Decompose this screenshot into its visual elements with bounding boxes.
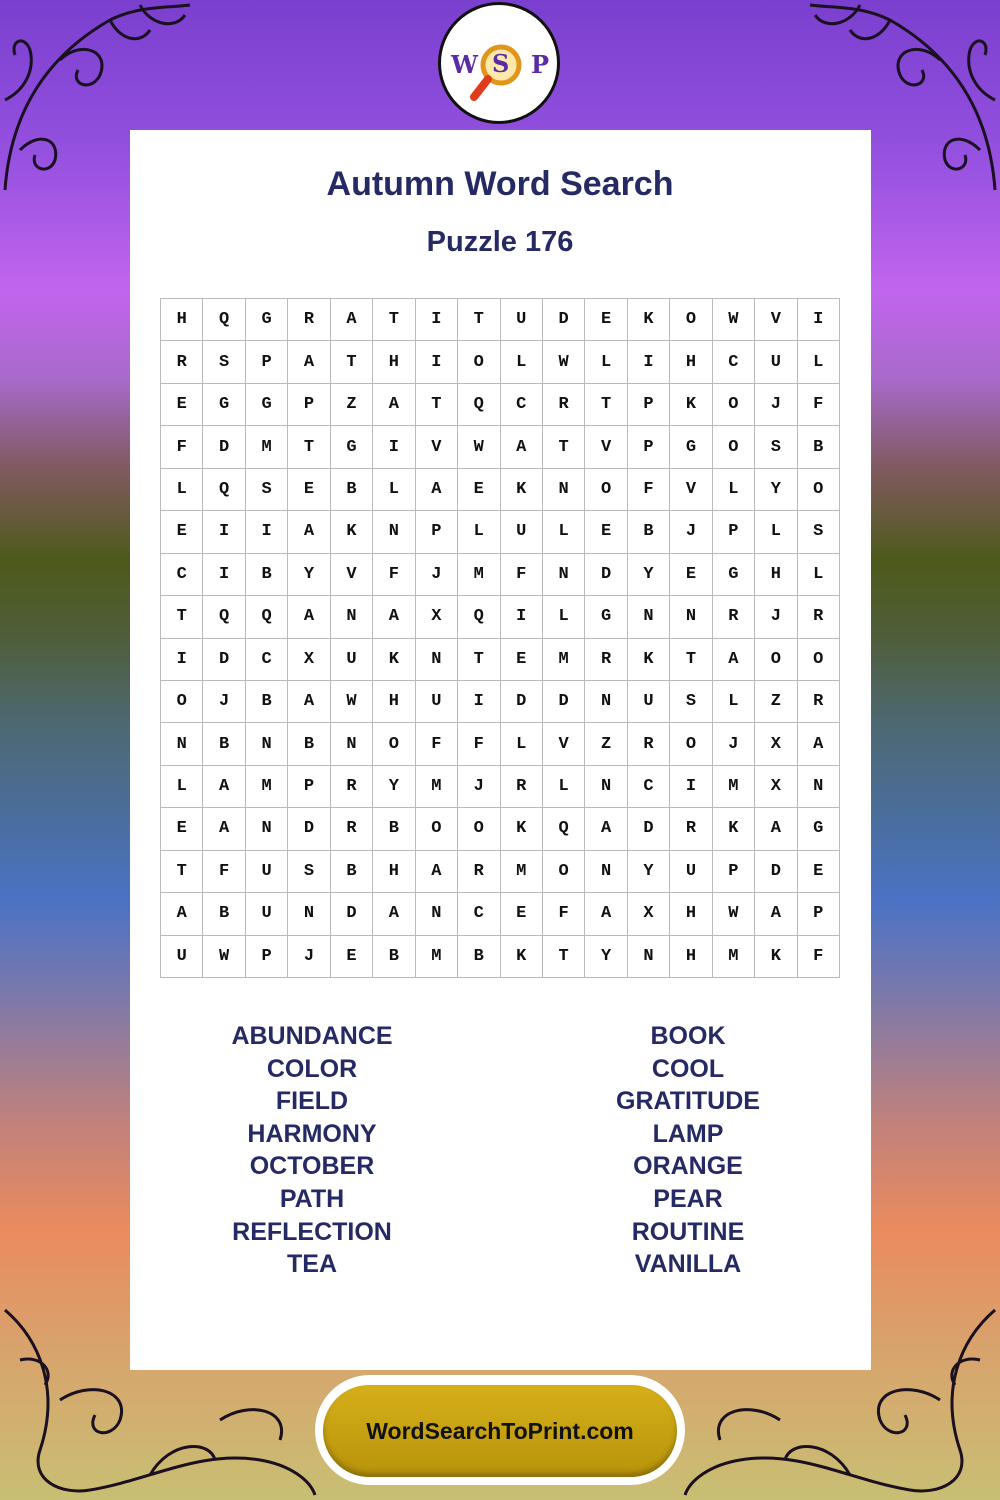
grid-cell: L (543, 766, 585, 808)
grid-cell: W (713, 299, 755, 341)
puzzle-number: Puzzle 176 (426, 226, 574, 258)
grid-cell: T (161, 596, 203, 638)
grid-cell: B (373, 936, 415, 978)
grid-cell: N (246, 723, 288, 765)
grid-cell: T (585, 384, 627, 426)
grid-cell: D (543, 299, 585, 341)
grid-cell: Z (755, 681, 797, 723)
grid-cell: O (543, 851, 585, 893)
grid-cell: U (416, 681, 458, 723)
grid-cell: C (713, 341, 755, 383)
grid-cell: P (288, 384, 330, 426)
grid-cell: I (416, 299, 458, 341)
grid-cell: K (501, 469, 543, 511)
grid-cell: P (288, 766, 330, 808)
grid-cell: X (288, 639, 330, 681)
grid-cell: R (331, 766, 373, 808)
grid-cell: Y (628, 554, 670, 596)
grid-cell: T (458, 639, 500, 681)
grid-cell: O (458, 341, 500, 383)
grid-cell: F (416, 723, 458, 765)
grid-cell: P (713, 851, 755, 893)
word-item: TEA (287, 1250, 337, 1279)
grid-cell: C (161, 554, 203, 596)
grid-cell: E (501, 893, 543, 935)
grid-cell: E (161, 808, 203, 850)
grid-cell: F (501, 554, 543, 596)
grid-cell: N (416, 893, 458, 935)
word-item: LAMP (652, 1119, 724, 1148)
grid-cell: A (416, 851, 458, 893)
grid-cell: H (755, 554, 797, 596)
grid-cell: H (670, 893, 712, 935)
grid-cell: M (458, 554, 500, 596)
grid-cell: T (543, 426, 585, 468)
grid-cell: S (288, 851, 330, 893)
grid-cell: K (501, 808, 543, 850)
grid-cell: F (543, 893, 585, 935)
grid-cell: B (246, 554, 288, 596)
grid-cell: T (288, 426, 330, 468)
grid-cell: P (713, 511, 755, 553)
letter-grid (160, 298, 840, 978)
grid-cell: A (755, 893, 797, 935)
word-item: ABUNDANCE (231, 1022, 393, 1050)
grid-cell: U (246, 851, 288, 893)
grid-cell: Q (246, 596, 288, 638)
grid-cell: B (373, 808, 415, 850)
grid-cell: J (288, 936, 330, 978)
grid-cell: I (458, 681, 500, 723)
grid-cell: O (416, 808, 458, 850)
grid-cell: R (670, 808, 712, 850)
grid-cell: R (331, 808, 373, 850)
grid-cell: S (203, 341, 245, 383)
grid-cell: A (585, 893, 627, 935)
grid-cell: N (543, 554, 585, 596)
grid-cell: Q (203, 596, 245, 638)
grid-cell: X (416, 596, 458, 638)
grid-cell: N (585, 766, 627, 808)
grid-cell: O (373, 723, 415, 765)
grid-cell: Y (373, 766, 415, 808)
grid-cell: C (246, 639, 288, 681)
grid-cell: R (585, 639, 627, 681)
grid-cell: J (713, 723, 755, 765)
grid-cell: E (585, 511, 627, 553)
grid-cell: I (798, 299, 840, 341)
grid-cell: T (373, 299, 415, 341)
grid-cell: K (628, 299, 670, 341)
grid-cell: J (203, 681, 245, 723)
grid-cell: L (543, 596, 585, 638)
grid-cell: A (288, 511, 330, 553)
word-item: GRATITUDE (616, 1087, 760, 1116)
grid-cell: D (543, 681, 585, 723)
grid-cell: U (161, 936, 203, 978)
grid-cell: M (543, 639, 585, 681)
grid-cell: H (373, 341, 415, 383)
grid-cell: C (501, 384, 543, 426)
grid-cell: A (585, 808, 627, 850)
grid-cell: F (798, 936, 840, 978)
grid-cell: E (288, 469, 330, 511)
grid-cell: G (246, 384, 288, 426)
grid-cell: O (458, 808, 500, 850)
grid-cell: Z (585, 723, 627, 765)
grid-cell: A (416, 469, 458, 511)
grid-cell: Y (628, 851, 670, 893)
grid-cell: L (798, 554, 840, 596)
grid-cell: R (161, 341, 203, 383)
grid-cell: H (373, 681, 415, 723)
word-list-left (162, 1020, 462, 1281)
grid-cell: V (543, 723, 585, 765)
grid-cell: R (628, 723, 670, 765)
grid-cell: N (628, 936, 670, 978)
grid-cell: M (416, 766, 458, 808)
grid-cell: U (755, 341, 797, 383)
grid-cell: B (203, 893, 245, 935)
grid-cell: A (288, 341, 330, 383)
grid-cell: M (416, 936, 458, 978)
grid-cell: R (288, 299, 330, 341)
grid-cell: B (458, 936, 500, 978)
grid-cell: K (713, 808, 755, 850)
grid-cell: Q (203, 469, 245, 511)
grid-cell: O (670, 299, 712, 341)
grid-cell: C (628, 766, 670, 808)
grid-cell: D (331, 893, 373, 935)
word-item: OCTOBER (249, 1152, 375, 1181)
grid-cell: F (798, 384, 840, 426)
grid-cell: D (501, 681, 543, 723)
grid-cell: G (713, 554, 755, 596)
grid-cell: N (628, 596, 670, 638)
grid-cell: B (331, 469, 373, 511)
grid-cell: E (501, 639, 543, 681)
grid-cell: R (501, 766, 543, 808)
grid-cell: O (713, 426, 755, 468)
grid-cell: X (755, 723, 797, 765)
grid-cell: A (161, 893, 203, 935)
grid-cell: U (501, 299, 543, 341)
grid-cell: B (798, 426, 840, 468)
grid-cell: L (373, 469, 415, 511)
grid-cell: R (543, 384, 585, 426)
grid-cell: U (628, 681, 670, 723)
grid-cell: L (585, 341, 627, 383)
grid-cell: D (288, 808, 330, 850)
grid-cell: W (458, 426, 500, 468)
grid-cell: F (628, 469, 670, 511)
word-item: ORANGE (633, 1152, 743, 1181)
grid-cell: B (203, 723, 245, 765)
grid-cell: I (670, 766, 712, 808)
grid-cell: I (203, 511, 245, 553)
grid-cell: P (246, 341, 288, 383)
grid-cell: G (203, 384, 245, 426)
grid-cell: I (246, 511, 288, 553)
grid-cell: N (288, 893, 330, 935)
word-item: VANILLA (634, 1250, 742, 1279)
grid-cell: O (755, 639, 797, 681)
grid-cell: B (246, 681, 288, 723)
word-item: ROUTINE (631, 1217, 745, 1246)
grid-cell: L (501, 341, 543, 383)
grid-cell: I (628, 341, 670, 383)
grid-cell: I (416, 341, 458, 383)
grid-cell: W (543, 341, 585, 383)
grid-cell: N (543, 469, 585, 511)
grid-cell: X (628, 893, 670, 935)
word-item: BOOK (650, 1022, 726, 1050)
grid-cell: N (416, 639, 458, 681)
grid-cell: Y (755, 469, 797, 511)
grid-cell: I (501, 596, 543, 638)
grid-cell: L (798, 341, 840, 383)
grid-cell: A (713, 639, 755, 681)
grid-cell: I (373, 426, 415, 468)
grid-cell: H (670, 936, 712, 978)
grid-cell: P (628, 384, 670, 426)
grid-cell: J (416, 554, 458, 596)
grid-cell: P (246, 936, 288, 978)
grid-cell: P (416, 511, 458, 553)
grid-cell: K (755, 936, 797, 978)
grid-cell: A (331, 299, 373, 341)
grid-cell: A (373, 384, 415, 426)
grid-cell: E (161, 511, 203, 553)
grid-cell: O (798, 469, 840, 511)
grid-cell: J (458, 766, 500, 808)
grid-cell: J (755, 384, 797, 426)
grid-cell: E (798, 851, 840, 893)
word-item: PATH (279, 1184, 345, 1213)
grid-cell: R (798, 596, 840, 638)
word-item: FIELD (275, 1087, 349, 1116)
grid-cell: S (670, 681, 712, 723)
grid-cell: V (416, 426, 458, 468)
grid-cell: M (713, 766, 755, 808)
grid-cell: U (501, 511, 543, 553)
grid-cell: Q (458, 384, 500, 426)
grid-cell: R (798, 681, 840, 723)
grid-cell: A (203, 766, 245, 808)
grid-cell: I (161, 639, 203, 681)
grid-cell: A (755, 808, 797, 850)
grid-cell: G (670, 426, 712, 468)
grid-cell: T (416, 384, 458, 426)
grid-cell: N (670, 596, 712, 638)
logo (438, 2, 560, 124)
grid-cell: E (458, 469, 500, 511)
grid-cell: K (331, 511, 373, 553)
grid-cell: W (331, 681, 373, 723)
grid-cell: C (458, 893, 500, 935)
grid-cell: A (501, 426, 543, 468)
grid-cell: S (755, 426, 797, 468)
grid-cell: M (713, 936, 755, 978)
grid-cell: L (161, 766, 203, 808)
word-list-right (538, 1020, 838, 1281)
grid-cell: A (798, 723, 840, 765)
grid-cell: K (501, 936, 543, 978)
grid-cell: U (670, 851, 712, 893)
grid-cell: O (585, 469, 627, 511)
logo-letter-p: P (531, 50, 550, 79)
grid-cell: N (161, 723, 203, 765)
grid-cell: E (161, 384, 203, 426)
grid-cell: X (755, 766, 797, 808)
grid-cell: S (246, 469, 288, 511)
footer-banner[interactable] (323, 1385, 677, 1477)
grid-cell: N (331, 723, 373, 765)
grid-cell: G (798, 808, 840, 850)
grid-cell: E (670, 554, 712, 596)
grid-cell: L (161, 469, 203, 511)
grid-cell: A (373, 596, 415, 638)
grid-cell: N (373, 511, 415, 553)
grid-cell: G (331, 426, 373, 468)
grid-cell: T (161, 851, 203, 893)
grid-cell: Y (585, 936, 627, 978)
grid-cell: R (458, 851, 500, 893)
grid-cell: E (585, 299, 627, 341)
grid-cell: D (203, 426, 245, 468)
grid-cell: L (458, 511, 500, 553)
grid-cell: H (373, 851, 415, 893)
grid-cell: N (585, 681, 627, 723)
grid-cell: A (288, 681, 330, 723)
grid-cell: P (628, 426, 670, 468)
grid-cell: N (331, 596, 373, 638)
word-item: COOL (651, 1054, 725, 1083)
grid-cell: D (755, 851, 797, 893)
grid-cell: U (331, 639, 373, 681)
logo-letter-w: W (451, 50, 478, 79)
grid-cell: B (331, 851, 373, 893)
grid-cell: S (798, 511, 840, 553)
puzzle-title: Autumn Word Search (326, 165, 674, 203)
grid-cell: Q (458, 596, 500, 638)
grid-cell: W (203, 936, 245, 978)
grid-cell: O (798, 639, 840, 681)
grid-cell: T (331, 341, 373, 383)
word-item: PEAR (653, 1184, 723, 1213)
grid-cell: J (755, 596, 797, 638)
grid-cell: P (798, 893, 840, 935)
grid-cell: L (713, 681, 755, 723)
grid-cell: L (755, 511, 797, 553)
grid-cell: T (458, 299, 500, 341)
grid-cell: T (543, 936, 585, 978)
word-item: COLOR (266, 1054, 358, 1083)
grid-cell: G (585, 596, 627, 638)
grid-cell: M (246, 426, 288, 468)
grid-cell: F (161, 426, 203, 468)
grid-cell: O (161, 681, 203, 723)
grid-cell: H (670, 341, 712, 383)
grid-cell: A (288, 596, 330, 638)
grid-cell: K (373, 639, 415, 681)
grid-cell: A (373, 893, 415, 935)
grid-cell: L (501, 723, 543, 765)
grid-cell: E (331, 936, 373, 978)
grid-cell: K (670, 384, 712, 426)
grid-cell: O (670, 723, 712, 765)
grid-cell: O (713, 384, 755, 426)
grid-cell: I (203, 554, 245, 596)
grid-cell: D (585, 554, 627, 596)
grid-cell: B (628, 511, 670, 553)
grid-cell: D (203, 639, 245, 681)
grid-cell: V (755, 299, 797, 341)
grid-cell: F (373, 554, 415, 596)
grid-cell: K (628, 639, 670, 681)
grid-cell: R (713, 596, 755, 638)
grid-cell: J (670, 511, 712, 553)
grid-cell: A (203, 808, 245, 850)
grid-cell: V (670, 469, 712, 511)
grid-cell: G (246, 299, 288, 341)
grid-cell: D (628, 808, 670, 850)
grid-cell: Y (288, 554, 330, 596)
grid-cell: M (501, 851, 543, 893)
grid-cell: M (246, 766, 288, 808)
grid-cell: F (458, 723, 500, 765)
grid-cell: L (543, 511, 585, 553)
word-item: HARMONY (247, 1119, 377, 1148)
grid-cell: T (670, 639, 712, 681)
logo-letter-s: S (492, 49, 510, 78)
grid-cell: V (585, 426, 627, 468)
grid-cell: N (246, 808, 288, 850)
grid-cell: H (161, 299, 203, 341)
grid-cell: N (585, 851, 627, 893)
grid-cell: B (288, 723, 330, 765)
grid-cell: W (713, 893, 755, 935)
footer-site-link[interactable]: WordSearchToPrint.com (366, 1417, 634, 1444)
grid-cell: Z (331, 384, 373, 426)
grid-cell: N (798, 766, 840, 808)
word-item: REFLECTION (232, 1217, 392, 1246)
grid-cell: V (331, 554, 373, 596)
grid-cell: L (713, 469, 755, 511)
grid-cell: Q (543, 808, 585, 850)
grid-cell: Q (203, 299, 245, 341)
grid-cell: U (246, 893, 288, 935)
grid-cell: F (203, 851, 245, 893)
